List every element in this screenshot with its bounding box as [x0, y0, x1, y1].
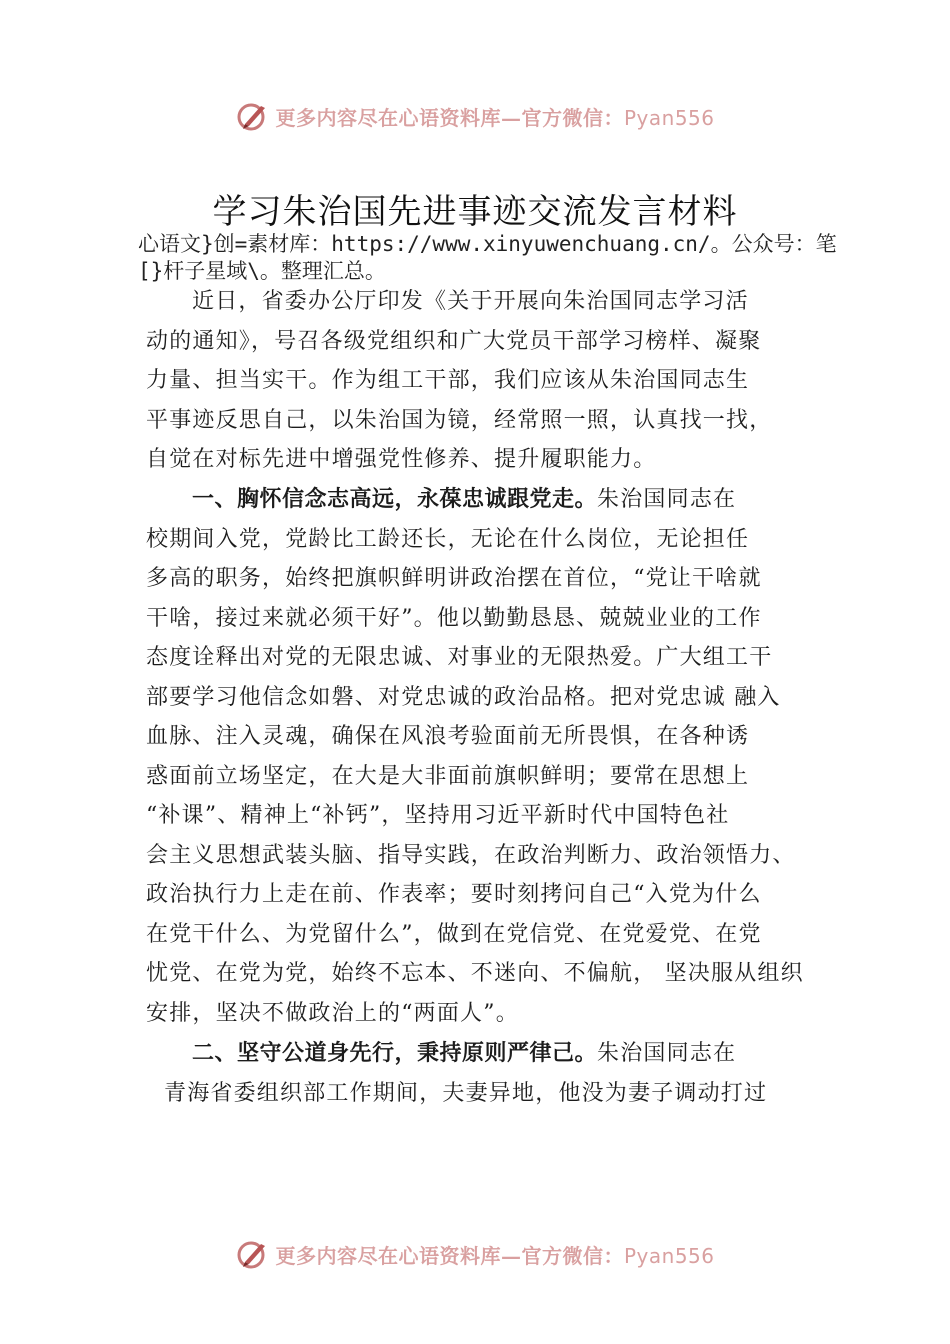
text-line: 自觉在对标先进中增强党性修养、提升履职能力。 [146, 447, 657, 472]
text-line: 安排，坚决不做政治上的“两面人”。 [146, 1000, 519, 1026]
text-line: “补课”、精神上“补钙”，坚持用习近平新时代中国特色社 [146, 803, 730, 828]
text-line: 一、胸怀信念志高远，永葆忠诚跟党走。朱治国同志在 [192, 487, 737, 512]
text-line: 惑面前立场坚定，在大是大非面前旗帜鲜明；要常在思想上 [146, 763, 750, 789]
footer-banner [0, 1234, 950, 1274]
text-line: 态度诠释出对党的无限忠诚、对事业的无限热爱。广大组工干 [146, 645, 773, 670]
text-line: 力量、担当实干。作为组工干部，我们应该从朱治国同志生 [146, 368, 750, 393]
source-line: 心语文}创=素材库：https://www.xinyuwenchuang.cn/。公众号：笔[}杆子星域\。整理汇总。 [138, 232, 837, 283]
text-line: 近日，省委办公厅印发《关于开展向朱治国同志学习活 [192, 289, 749, 314]
section-heading: 二、坚守公道身先行，秉持原则严律己。 [192, 1041, 598, 1066]
banner-text: 更多内容尽在心语资料库—官方微信：Pyan556 [275, 105, 715, 130]
banner-text: 更多内容尽在心语资料库—官方微信：Pyan556 [275, 1243, 715, 1268]
document-title: 学习朱治国先进事迹交流发言材料 [212, 192, 738, 232]
text-line: 在党干什么、为党留什么”，做到在党信党、在党爱党、在党 [146, 921, 762, 947]
text-line: 青海省委组织部工作期间，夫妻异地，他没为妻子调动打过 [164, 1080, 768, 1106]
text-line: 干啥，接过来就必须干好”。他以勤勤恳恳、兢兢业业的工作 [146, 605, 762, 631]
paragraph-section-two [146, 1034, 818, 1113]
text-line: 多高的职务，始终把旗帜鲜明讲政治摆在首位，“党让干啥就 [146, 566, 762, 591]
text-line: 血脉、注入灵魂，确保在风浪考验面前无所畏惧，在各种诱 [146, 724, 750, 749]
text-line: 部要学习他信念如磐、对党忠诚的政治品格。把对党忠诚 融入 [146, 684, 781, 710]
pen-logo-icon [235, 98, 271, 134]
text-line: 校期间入党，党龄比工龄还长，无论在什么岗位，无论担任 [146, 526, 750, 552]
paragraph-intro [146, 282, 818, 480]
text-line: 平事迹反思自己，以朱治国为镜，经常照一照，认真找一找， [146, 407, 773, 433]
paragraph-section-one [146, 480, 818, 1033]
text-line: 会主义思想武装头脑、指导实践，在政治判断力、政治领悟力、 [146, 842, 796, 868]
header-banner [0, 96, 950, 136]
text-line: 政治执行力上走在前、作表率；要时刻拷问自己“入党为什么 [146, 882, 762, 907]
text-line: 忧党、在党为党，始终不忘本、不迷向、不偏航， 坚决服从组织 [146, 961, 804, 986]
pen-logo-icon [235, 1236, 271, 1272]
text-line: 动的通知》，号召各级党组织和广大党员干部学习榜样、凝聚 [146, 328, 762, 354]
section-heading: 一、胸怀信念志高远，永葆忠诚跟党走。 [192, 487, 598, 512]
text-line: 二、坚守公道身先行，秉持原则严律己。朱治国同志在 [192, 1041, 737, 1066]
